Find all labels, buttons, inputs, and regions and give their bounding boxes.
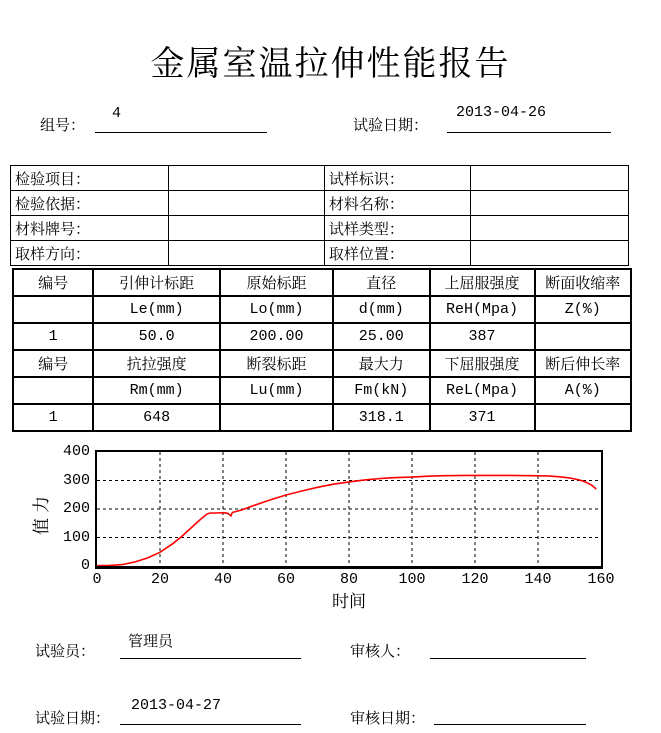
- field-value: [471, 166, 629, 191]
- field-value: [168, 241, 324, 266]
- footer-test-date-line: [120, 724, 301, 725]
- field-label: 检验依据：: [11, 191, 169, 216]
- test-date-label: 试验日期：: [353, 118, 429, 134]
- field-label: 检验项目：: [11, 166, 169, 191]
- table-row: [11, 166, 629, 191]
- y-axis-title: [33, 495, 51, 535]
- y-tick-label: 300: [62, 471, 90, 489]
- result-header-cell: 抗拉强度: [93, 350, 220, 377]
- x-tick-label: 140: [524, 571, 552, 588]
- result-header-cell: 断裂标距: [220, 350, 333, 377]
- result-header-cell: 断后伸长率: [535, 350, 631, 377]
- result-cell: [535, 323, 631, 350]
- x-tick-label: 120: [461, 571, 489, 588]
- table-row: [13, 323, 631, 350]
- result-unit-cell: Z(%): [535, 296, 631, 323]
- result-unit-cell: [13, 296, 93, 323]
- x-tick-label: 80: [339, 571, 358, 588]
- table-row: [13, 350, 631, 377]
- test-results-table: [12, 268, 632, 432]
- result-cell: 1: [13, 323, 93, 350]
- field-label: 试样类型：: [324, 216, 470, 241]
- result-unit-cell: ReH(Mpa): [430, 296, 535, 323]
- result-header-cell: 引伸计标距: [93, 269, 220, 296]
- reviewer-line: [430, 658, 586, 659]
- result-cell: 50.0: [93, 323, 220, 350]
- tester-label: 试验员：: [35, 644, 96, 660]
- result-cell: [535, 404, 631, 431]
- result-header-cell: 原始标距: [220, 269, 333, 296]
- result-header-cell: 编号: [13, 269, 93, 296]
- x-tick-label: 0: [92, 571, 102, 588]
- review-date-label: 审核日期：: [350, 711, 426, 727]
- field-value: [471, 216, 629, 241]
- result-unit-cell: Lo(mm): [220, 296, 333, 323]
- test-date-line: [447, 132, 611, 133]
- result-header-cell: 直径: [333, 269, 429, 296]
- result-unit-cell: Fm(kN): [333, 377, 429, 404]
- field-label: 取样方向：: [11, 241, 169, 266]
- field-value: [471, 191, 629, 216]
- table-row: [11, 241, 629, 266]
- result-cell: [220, 404, 333, 431]
- table-row: [11, 216, 629, 241]
- field-value: [168, 191, 324, 216]
- result-header-cell: 最大力: [333, 350, 429, 377]
- result-cell: 200.00: [220, 323, 333, 350]
- result-unit-cell: Lu(mm): [220, 377, 333, 404]
- result-unit-cell: Rm(mm): [93, 377, 220, 404]
- result-header-cell: 断面收缩率: [535, 269, 631, 296]
- specimen-info-table: [10, 165, 629, 266]
- result-unit-cell: ReL(Mpa): [430, 377, 535, 404]
- table-row: [13, 377, 631, 404]
- x-tick-label: 60: [276, 571, 295, 588]
- reviewer-label: 审核人：: [350, 644, 411, 660]
- y-tick-label: 200: [62, 500, 90, 517]
- group-number-value: 4: [112, 105, 122, 122]
- field-label: 取样位置：: [324, 241, 470, 266]
- footer-test-date-value: 2013-04-27: [131, 697, 222, 714]
- group-number-line: [95, 132, 267, 133]
- result-cell: 25.00: [333, 323, 429, 350]
- field-value: [168, 166, 324, 191]
- group-number-label: 组号：: [40, 118, 86, 134]
- field-value: [471, 241, 629, 266]
- x-tick-label: 20: [150, 571, 169, 588]
- x-tick-label: 100: [398, 571, 426, 588]
- test-date-value: 2013-04-26: [456, 104, 547, 121]
- y-axis-title-char: 值: [32, 518, 51, 535]
- result-cell: 1: [13, 404, 93, 431]
- result-unit-cell: [13, 377, 93, 404]
- tester-line: [120, 658, 301, 659]
- result-unit-cell: A(%): [535, 377, 631, 404]
- y-tick-label: 0: [80, 557, 90, 574]
- tester-value: 管理员: [128, 634, 174, 650]
- result-cell: 371: [430, 404, 535, 431]
- table-row: [13, 296, 631, 323]
- field-value: [168, 216, 324, 241]
- result-header-cell: 编号: [13, 350, 93, 377]
- review-date-line: [434, 724, 586, 725]
- result-cell: 387: [430, 323, 535, 350]
- table-row: [13, 269, 631, 296]
- result-cell: 318.1: [333, 404, 429, 431]
- x-tick-label: 160: [587, 571, 615, 588]
- footer-test-date-label: 试验日期：: [35, 711, 111, 727]
- y-tick-label: 100: [62, 528, 90, 546]
- y-axis-title-char: 力: [32, 496, 51, 513]
- field-label: 材料牌号：: [11, 216, 169, 241]
- result-header-cell: 下屈服强度: [430, 350, 535, 377]
- x-axis-title: 时间: [332, 592, 366, 611]
- table-row: [13, 404, 631, 431]
- result-header-cell: 上屈服强度: [430, 269, 535, 296]
- field-label: 试样标识：: [324, 166, 470, 191]
- table-row: [11, 191, 629, 216]
- force-time-chart: [95, 450, 603, 569]
- chart-canvas: [97, 452, 601, 566]
- y-tick-label: 400: [62, 443, 90, 460]
- report-title: 金属室温拉伸性能报告: [150, 46, 511, 83]
- result-cell: 648: [93, 404, 220, 431]
- field-label: 材料名称：: [324, 191, 470, 216]
- result-unit-cell: Le(mm): [93, 296, 220, 323]
- result-unit-cell: d(mm): [333, 296, 429, 323]
- x-tick-label: 40: [213, 571, 232, 588]
